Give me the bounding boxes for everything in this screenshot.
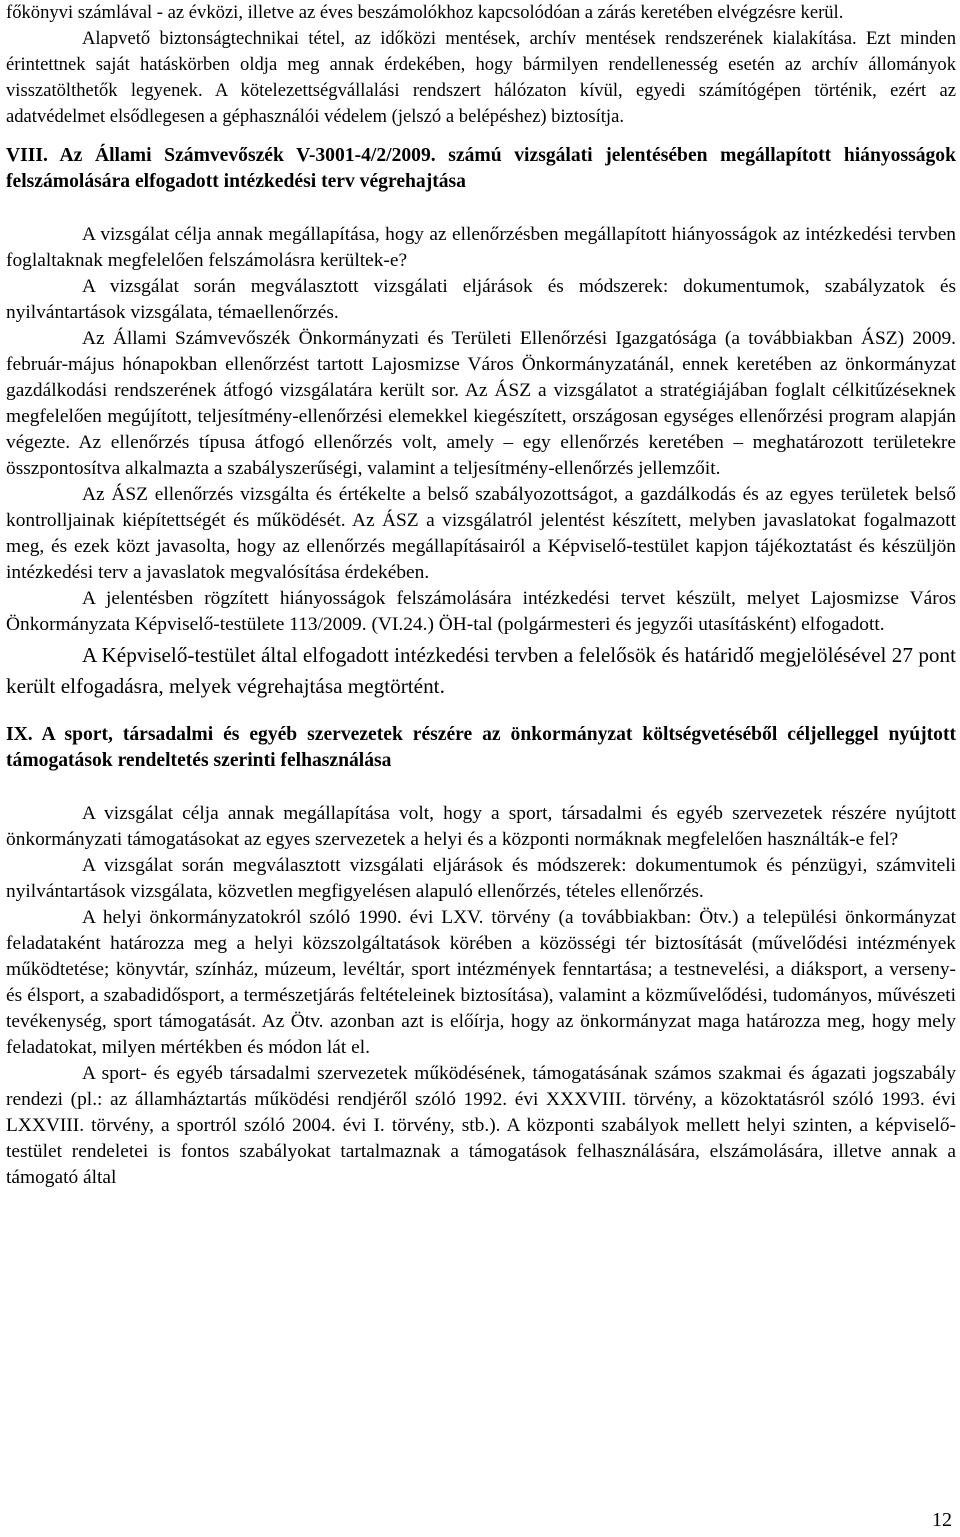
paragraph: A sport- és egyéb társadalmi szervezetek működésének, támogatásának számos szakmai és ágazati jogszabály rendezi (pl.: az államháztartás működési rendjéről szóló 1992. évi XXXVIII. törvény, a közoktatásról szóló 1993. évi LXXVIII. törvény, a sportról szóló 2004. évi I. törvény, stb.). A központi szabályok mellett helyi szinten, a képviselő-testület rendeletei is fontos szabályokat tartalmaznak a támogatások felhasználására, elszámolására, illetve annak a támogató által (6, 1063, 956, 1188)
paragraph: A jelentésben rögzített hiányosságok felszámolására intézkedési tervet készült, melyet Lajosmizse Város Önkormányzata Képviselő-testülete 113/2009. (VI.24.) ÖH-tal (polgármesteri és jegyzői utasításként) elfogadott. (6, 588, 956, 635)
paragraph: főkönyvi számlával - az évközi, illetve az éves beszámolókhoz kapcsolódóan a zárás keretében elvégzésre kerül. (6, 2, 844, 23)
paragraph: A Képviselő-testület által elfogadott intézkedési tervben a felelősök és határidő megjelölésével 27 pont került elfogadásra, melyek végrehajtása megtörtént. (6, 643, 956, 698)
paragraph: A helyi önkormányzatokról szóló 1990. évi LXV. törvény (a továbbiakban: Ötv.) a települési önkormányzat feladataként határozza meg a helyi közszolgáltatások körében a közösségi tér biztosítását (művelődési intézmények működtetése; könyvtár, színház, múzeum, levéltár, sport intézmények fenntartása; a testnevelési, a diáksport, a verseny- és élsport, a szabadidősport, a természetjárás feltételeinek biztosítása), valamint a közművelődési, tudományos, művészeti tevékenység, sport támogatását. Az Ötv. azonban azt is előírja, hogy az önkormányzat maga határozza meg, hogy mely feladatokat, milyen mértékben és módon lát el. (6, 907, 956, 1058)
section-heading-ix: IX. A sport, társadalmi és egyéb szervezetek részére az önkormányzat költségvetéséből céljelleggel nyújtott támogatások rendeltetés szerinti felhasználása (6, 724, 956, 771)
paragraph: Az ÁSZ ellenőrzés vizsgálta és értékelte a belső szabályozottságot, a gazdálkodás és az egyes területek belső kontrolljainak kiépítettségét és működését. Az ÁSZ a vizsgálatról jelentést készített, melyben javaslatokat fogalmazott meg, és ezek közt javasolta, hogy az ellenőrzés megállapításairól a Képviselő-testület kapjon tájékoztatást és készüljön intézkedési terv a javaslatok megvalósítása érdekében. (6, 484, 956, 583)
paragraph: A vizsgálat során megválasztott vizsgálati eljárások és módszerek: dokumentumok és pénzügyi, számviteli nyilvántartások vizsgálata, közvetlen megfigyelésen alapuló ellenőrzés, tételes ellenőrzés. (6, 855, 956, 902)
paragraph: A vizsgálat célja annak megállapítása volt, hogy a sport, társadalmi és egyéb szervezetek részére nyújtott önkormányzati támogatásokat az egyes szervezetek a helyi és a központi normáknak megfelelően használták-e fel? (6, 803, 956, 850)
paragraph: Az Állami Számvevőszék Önkormányzati és Területi Ellenőrzési Igazgatósága (a továbbiakban ÁSZ) 2009. február-május hónapokban ellenőrzést tartott Lajosmizse Város Önkormányzatánál, ennek keretében az önkormányzat gazdálkodási rendszerének átfogó vizsgálatára került sor. Az ÁSZ a vizsgálatot a stratégiájában foglalt célkitűzéseknek megfelelően megújított, teljesítmény-ellenőrzési elemekkel kiegészített, országosan egységes ellenőrzési program alapján végezte. Az ellenőrzés típusa átfogó ellenőrzés volt, amely – egy ellenőrzés keretében – meghatározott területekre összpontosítva alkalmazta a szabályszerűségi, valamint a teljesítmény-ellenőrzés jellemzőit. (6, 328, 956, 479)
paragraph: A vizsgálat során megválasztott vizsgálati eljárások és módszerek: dokumentumok, szabályzatok és nyilvántartások vizsgálata, témaellenőrzés. (6, 276, 956, 323)
document-page (6, 0, 956, 1191)
paragraph: Alapvető biztonságtechnikai tétel, az időközi mentések, archív mentések rendszerének kialakítása. Ezt minden érintettnek saját hatáskörben oldja meg annak érdekében, hogy bármilyen rendellenesség esetén az archív állományok visszatölthetők legyenek. A kötelezettségvállalási rendszert hálózaton kívül, egyedi számítógépen történik, ezért az adatvédelmet elsődlegesen a géphasználói védelem (jelszó a belépéshez) biztosítja. (6, 28, 956, 127)
page-number: 12 (932, 1509, 952, 1531)
paragraph: A vizsgálat célja annak megállapítása, hogy az ellenőrzésben megállapított hiányosságok az intézkedési tervben foglaltaknak megfelelően felszámolásra kerültek-e? (6, 224, 956, 271)
section-heading-viii: VIII. Az Állami Számvevőszék V-3001-4/2/2009. számú vizsgálati jelentésében megállapított hiányosságok felszámolására elfogadott intézkedési terv végrehajtása (6, 145, 956, 192)
